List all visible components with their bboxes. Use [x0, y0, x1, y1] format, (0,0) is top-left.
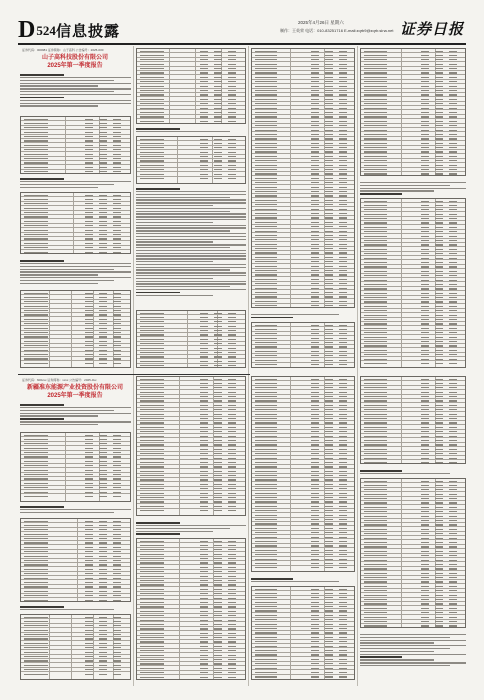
column-separator	[357, 46, 358, 686]
contact-line: 制作：王英荣 电话：010-83251716 E-mail:zqrb9@zqrb.sina.net	[280, 28, 394, 33]
column-3-upper	[251, 48, 355, 372]
section-title: 信息披露	[56, 23, 121, 40]
column-1-upper	[20, 74, 131, 372]
text-block	[251, 314, 355, 320]
text-block	[20, 606, 131, 612]
text-block	[136, 128, 246, 134]
text-block	[136, 522, 246, 537]
page-number: D524	[18, 17, 56, 43]
data-table	[251, 322, 355, 368]
data-table	[360, 198, 466, 368]
data-table	[251, 48, 355, 308]
text-block	[360, 470, 466, 476]
report-company: 山子高科技股份有限公司	[41, 55, 108, 61]
data-table	[136, 136, 246, 184]
data-table	[136, 310, 246, 368]
column-separator	[248, 46, 249, 686]
column-2-upper	[136, 48, 246, 372]
report-type: 2025年第一季度报告	[47, 63, 103, 69]
report-header	[20, 384, 130, 400]
data-table	[251, 586, 355, 680]
data-table	[360, 376, 466, 464]
column-3-lower	[251, 376, 355, 684]
data-table	[360, 48, 466, 176]
text-block	[360, 182, 466, 196]
masthead	[18, 18, 466, 42]
data-table	[251, 376, 355, 572]
column-1-lower	[20, 404, 131, 684]
report-type: 2025年第一季度报告	[47, 393, 103, 399]
newspaper-logo: 证券日报	[399, 20, 464, 38]
report-code-line: 证券代码：600xxx 证券简称：xxxx 公告编号：2025-0xx	[22, 378, 97, 382]
text-block	[20, 260, 131, 285]
data-table	[136, 48, 246, 124]
text-block	[20, 404, 131, 427]
text-block	[20, 178, 131, 189]
column-separator	[133, 46, 134, 686]
text-block	[136, 188, 246, 298]
data-table	[20, 192, 131, 254]
issue-date: 2025年4月26日 星期六	[298, 20, 344, 25]
column-4-lower	[360, 376, 466, 684]
report-code-line: 证券代码：000981 证券简称：山子高科 公告编号：2025-030	[22, 48, 104, 52]
column-2-lower	[136, 376, 246, 684]
data-table	[360, 478, 466, 628]
data-table	[136, 376, 246, 516]
report-header	[20, 54, 130, 70]
page-body	[18, 46, 466, 686]
data-table	[136, 538, 246, 680]
text-block	[20, 74, 131, 108]
data-table	[20, 432, 131, 502]
column-4-upper	[360, 48, 466, 372]
data-table	[20, 518, 131, 602]
data-table	[20, 290, 131, 368]
text-block	[20, 506, 131, 515]
text-block	[360, 634, 466, 668]
report-divider	[18, 374, 250, 375]
masthead-rule	[18, 43, 466, 45]
text-block	[251, 578, 355, 584]
data-table	[20, 614, 131, 680]
report-company: 新疆准东能源产业投资股份有限公司	[26, 385, 123, 391]
data-table	[20, 116, 131, 174]
